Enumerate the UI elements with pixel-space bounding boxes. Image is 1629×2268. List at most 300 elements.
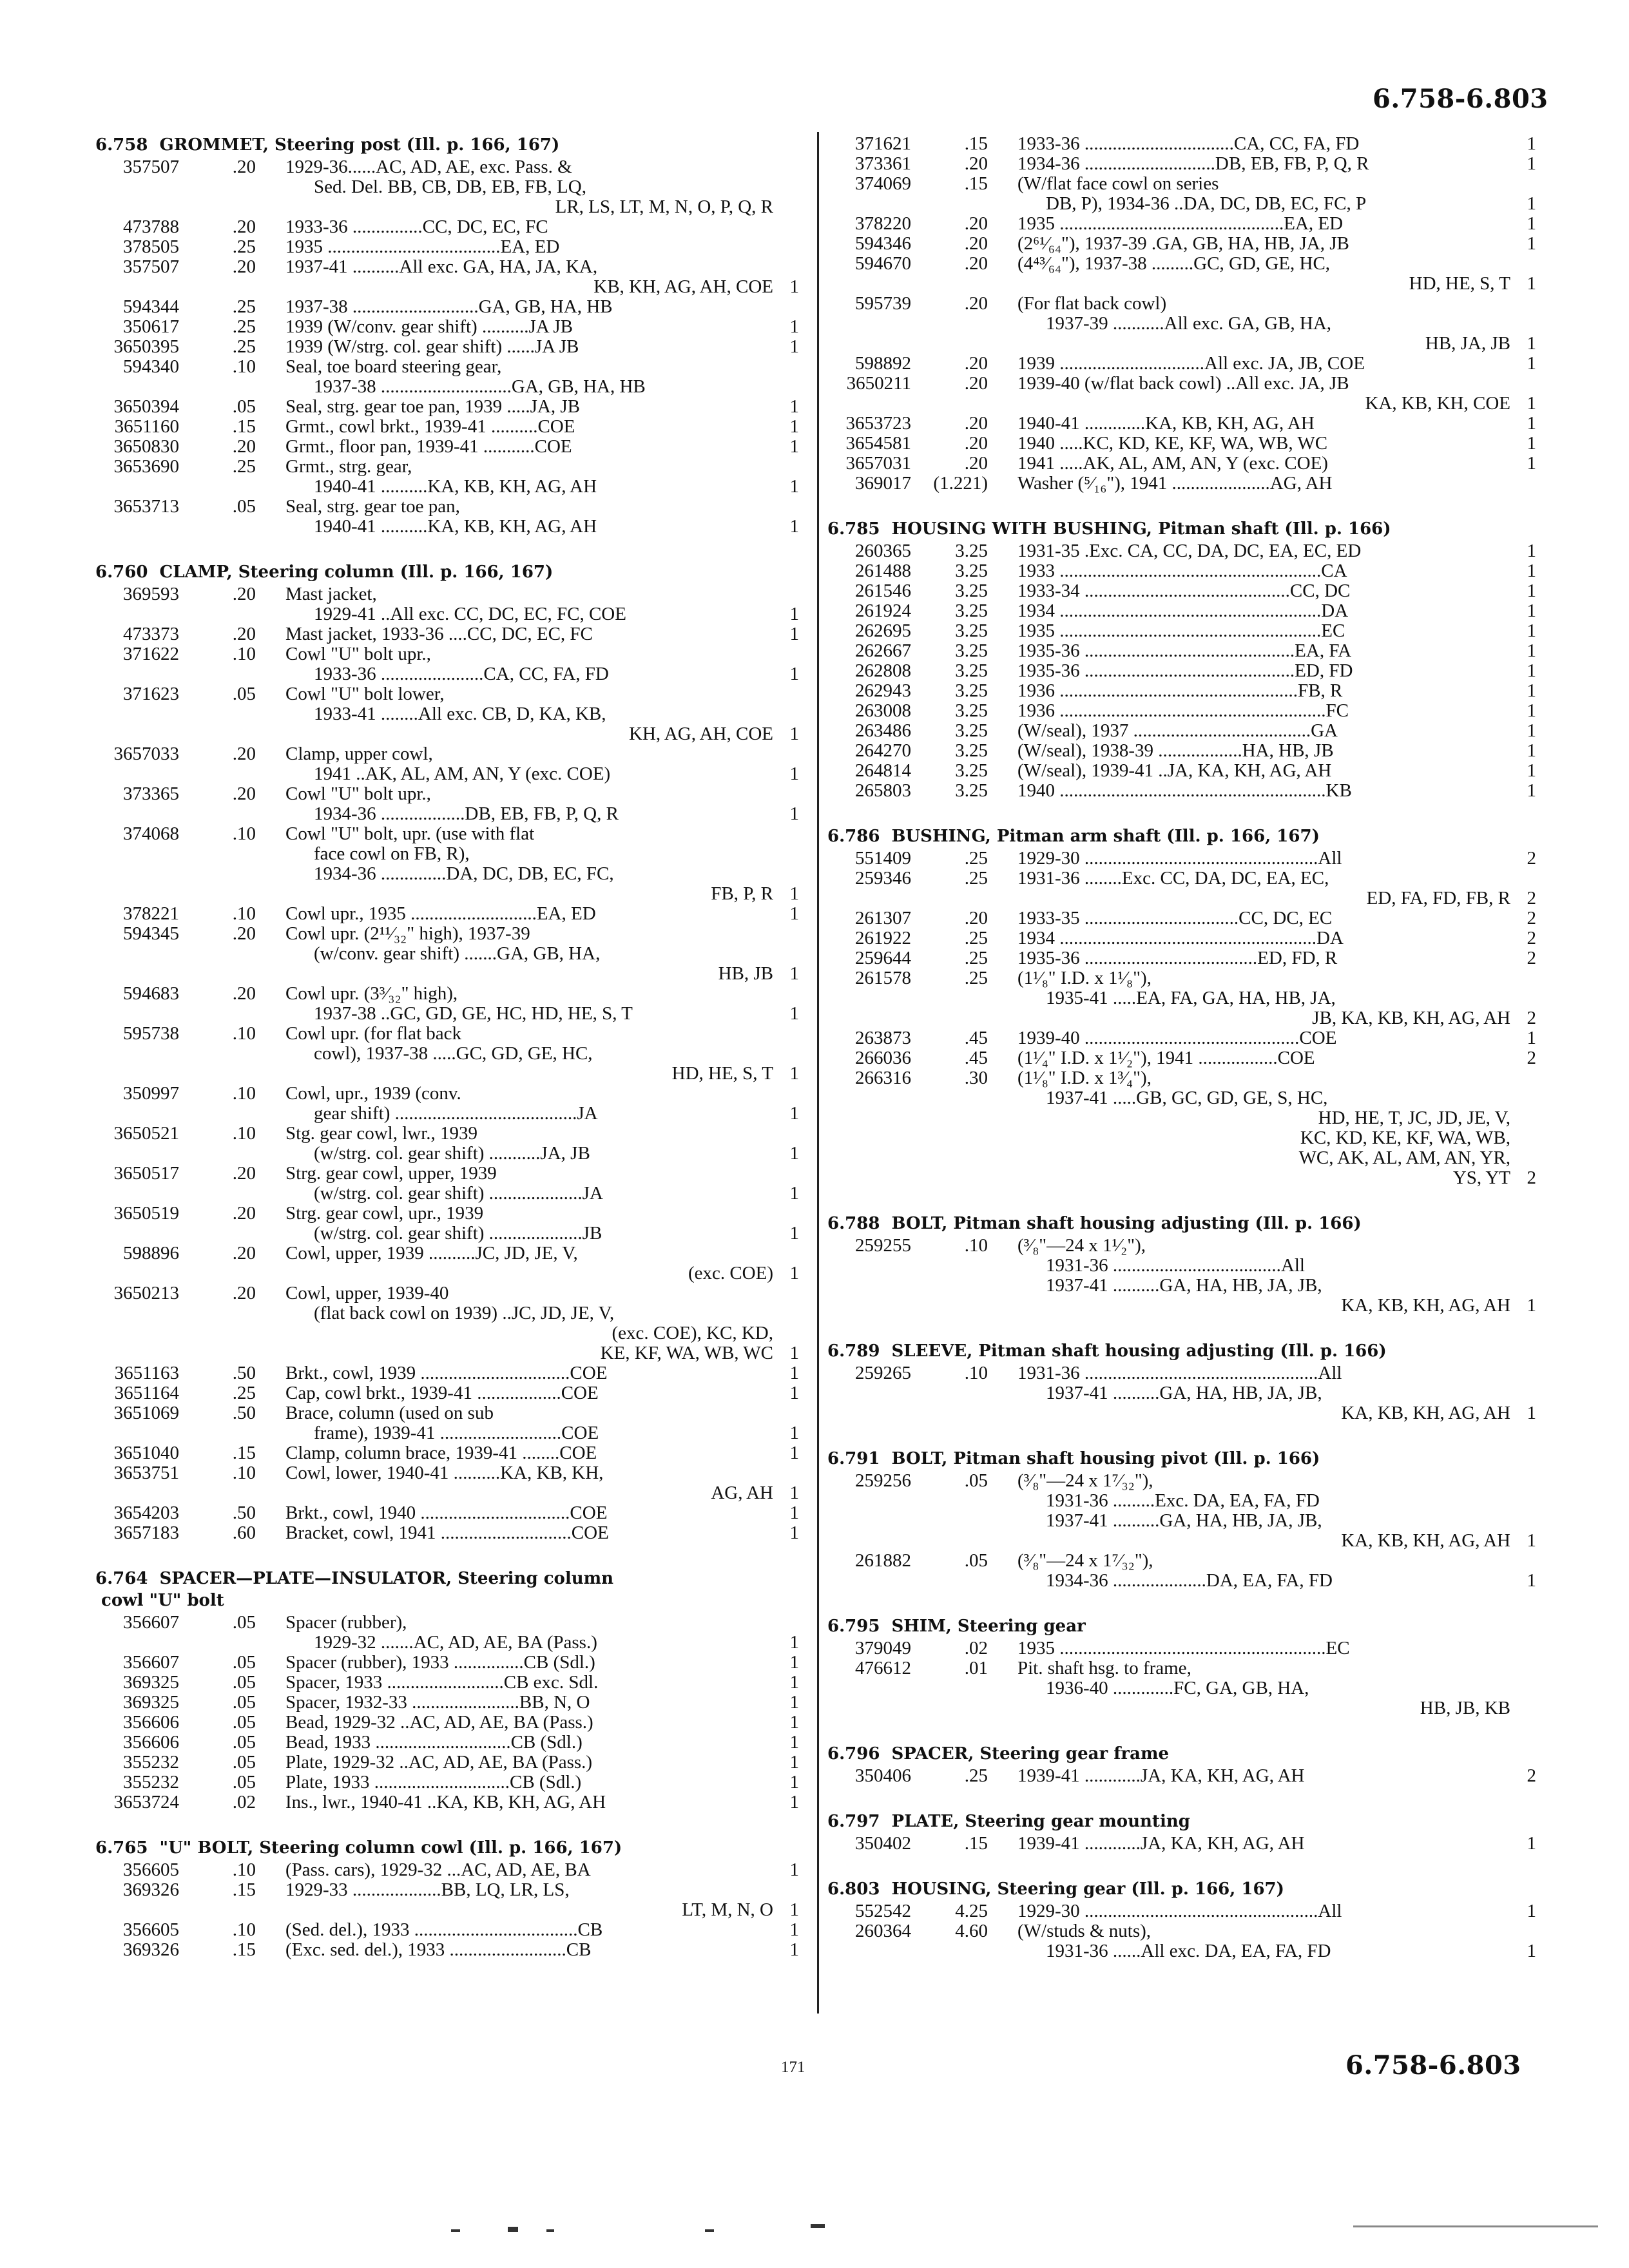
part-quantity: 1 [1527,333,1536,354]
part-price: .05 [232,1652,256,1673]
description-line: 1941 .....AK, AL, AM, AN, Y (exc. COE) [1017,453,1328,474]
part-quantity: 1 [1527,760,1536,781]
part-price: .25 [232,236,256,257]
part-entry [827,294,1536,354]
description-line: (2⁶¹⁄₆₄"), 1937-39 .GA, GB, HA, HB, JA, JB [1017,233,1349,254]
description-line: 1934 ........................................................DA [1017,601,1349,621]
part-quantity: 1 [789,1772,799,1792]
part-description [1011,1658,1510,1718]
part-entry [95,1653,799,1673]
part-quantity: 1 [1527,1941,1536,1961]
part-entry [827,454,1536,474]
part-quantity: 1 [789,1183,799,1204]
part-price: .25 [964,968,988,988]
description-line: Cowl "U" bolt upr., [285,783,431,804]
part-quantity: 1 [789,1223,799,1244]
part-description [1011,621,1510,641]
part-description [1011,968,1510,1028]
part-description [279,1403,773,1443]
part-description [1011,234,1510,254]
page-number: 171 [781,2059,805,2076]
description-line: (4⁴³⁄₆₄"), 1937-38 .........GC, GD, GE, HC, [1017,253,1331,274]
part-entry [95,1733,799,1753]
description-line: Sed. Del. BB, CB, DB, EB, FB, LQ, [314,177,586,197]
part-entry [827,474,1536,494]
part-description [279,1204,773,1244]
description-line: Bracket, cowl, 1941 ............................COE [285,1523,609,1543]
part-price: .10 [964,1363,988,1383]
section-heading: 6.760 CLAMP, Steering column (Ill. p. 166, 167) [95,562,554,582]
part-quantity: 1 [789,316,799,337]
catalog-section [827,134,1536,494]
part-entry [95,1753,799,1773]
part-quantity: 1 [1527,433,1536,454]
part-quantity: 1 [1527,413,1536,434]
part-description [279,1363,773,1383]
part-entry [95,157,799,217]
part-quantity: 2 [1527,908,1536,928]
catalog-section [95,561,799,1543]
part-number: 350617 [123,316,179,337]
part-quantity: 1 [1527,601,1536,621]
part-entry [827,1658,1536,1718]
part-number: 374068 [123,823,179,844]
part-entry [95,1503,799,1523]
description-line: Brkt., cowl, 1939 ................................COE [285,1363,608,1383]
part-quantity: 1 [789,624,799,644]
part-price: .20 [232,1283,256,1303]
part-price: .05 [232,684,256,704]
part-quantity: 1 [789,1732,799,1753]
part-entry [95,1773,799,1792]
part-entry [827,928,1536,948]
description-line: (³⁄₈"—24 x 1⁷⁄₃₂"), [1017,1470,1153,1491]
part-price: .60 [232,1523,256,1543]
part-number: 3650213 [113,1283,179,1303]
part-price: .20 [964,253,988,274]
part-price: .20 [232,157,256,177]
part-price: .45 [964,1028,988,1048]
part-entry [95,1363,799,1383]
part-description [279,1673,773,1693]
description-line: (Pass. cars), 1929-32 ...AC, AD, AE, BA [285,1860,591,1880]
part-price: (1.221) [933,473,988,494]
part-description [279,497,773,537]
scan-artifact [451,2229,460,2232]
part-quantity: 1 [789,336,799,357]
description-line: Cap, cowl brkt., 1939-41 ..................COE [285,1383,599,1403]
part-entry [827,1471,1536,1551]
part-quantity: 1 [789,1483,799,1503]
description-line: Bead, 1929-32 ..AC, AD, AE, BA (Pass.) [285,1712,593,1733]
part-quantity: 1 [1527,700,1536,721]
description-line: (1¹⁄₄" I.D. x 1¹⁄₂"), 1941 .................COE [1017,1048,1315,1068]
part-price: 3.25 [955,561,988,581]
part-price: .20 [964,908,988,928]
part-price: .15 [964,1833,988,1854]
description-line: (W/seal), 1937 ......................................GA [1017,720,1338,741]
part-price: .30 [964,1068,988,1088]
part-description [279,1164,773,1204]
part-entry [827,1236,1536,1316]
part-entry [827,601,1536,621]
part-price: .25 [964,848,988,869]
part-description [279,257,773,297]
part-number: 476612 [855,1658,911,1678]
part-description [1011,1236,1510,1316]
part-quantity: 1 [789,903,799,924]
description-line: 1935-41 .....EA, FA, GA, HA, HB, JA, [1046,988,1336,1008]
description-line: HB, JB, KB [1420,1698,1510,1718]
part-description [279,1383,773,1403]
part-entry [827,621,1536,641]
description-line: (w/strg. col. gear shift) ...........JA, JB [314,1143,590,1164]
part-price: 3.25 [955,541,988,561]
part-description [279,1940,773,1960]
part-entry [827,661,1536,681]
part-description [1011,414,1510,434]
part-number: 369325 [123,1672,179,1693]
part-entry [95,684,799,744]
part-quantity: 1 [789,963,799,984]
description-line: HB, JB [718,963,773,984]
part-entry [95,904,799,924]
description-line: 1936-40 .............FC, GA, GB, HA, [1046,1678,1309,1698]
description-line: DB, P), 1934-36 ..DA, DC, DB, EC, FC, P [1046,193,1367,214]
section-heading: 6.795 SHIM, Steering gear [827,1617,1086,1636]
part-number: 259255 [855,1235,911,1256]
part-quantity [773,297,799,317]
part-price: 3.25 [955,760,988,781]
part-quantity: 1 [1527,1570,1536,1591]
part-number: 594346 [855,233,911,254]
part-price: .10 [232,1860,256,1880]
part-number: 473373 [123,624,179,644]
part-price: .20 [232,436,256,457]
part-quantity: 1 [1527,1403,1536,1423]
part-description [279,824,773,904]
part-number: 371621 [855,133,911,154]
catalog-section [827,518,1536,801]
part-description [1011,174,1510,214]
description-line: 1933-36 ......................CA, CC, FA, FD [314,664,609,684]
part-description [1011,741,1510,761]
description-line: 1933-34 ............................................CC, DC [1017,581,1351,601]
part-description [1011,454,1510,474]
part-quantity: 1 [789,1692,799,1713]
part-quantity: 1 [789,1443,799,1463]
part-number: 355232 [123,1772,179,1792]
part-price: .25 [232,296,256,317]
part-description [279,784,773,824]
part-number: 259265 [855,1363,911,1383]
description-line: 1939 ...............................All exc. JA, JB, COE [1017,353,1365,374]
part-price: .20 [232,256,256,277]
part-description [279,1713,773,1733]
part-entry [95,1084,799,1124]
catalog-section [827,1340,1536,1423]
part-description [279,1124,773,1164]
part-quantity: 1 [789,664,799,684]
part-entry [95,644,799,684]
part-description [279,317,773,337]
part-entry [827,214,1536,234]
part-price: .02 [964,1638,988,1658]
part-description [279,1920,773,1940]
description-line: 1937-41 ..........GA, HA, HB, JA, JB, [1046,1383,1322,1403]
part-description [1011,354,1510,374]
part-number: 3657031 [845,453,911,474]
part-number: 266316 [855,1068,911,1088]
scan-artifact [508,2227,518,2232]
part-description [1011,254,1510,294]
part-quantity: 1 [1527,1901,1536,1921]
part-entry [827,1048,1536,1068]
description-line: (Exc. sed. del.), 1933 .........................CB [285,1939,592,1960]
part-number: 598892 [855,353,911,374]
description-line: 1941 ..AK, AL, AM, AN, Y (exc. COE) [314,764,611,784]
part-description [1011,561,1510,581]
description-line: 1937-39 ...........All exc. GA, GB, HA, [1046,313,1332,334]
part-entry [95,317,799,337]
description-line: 1936 .........................................................FC [1017,700,1349,721]
part-number: 378221 [123,903,179,924]
part-number: 594345 [123,923,179,944]
catalog-section [95,1568,799,1812]
part-number: 3651163 [114,1363,179,1383]
description-line: Spacer, 1933 .........................CB exc. Sdl. [285,1672,599,1693]
part-entry [95,624,799,644]
part-quantity [773,357,799,397]
description-line: FB, P, R [711,883,773,904]
catalog-section [827,1811,1536,1854]
part-entry [827,414,1536,434]
part-quantity [1510,1639,1536,1658]
part-entry [95,1860,799,1880]
description-line: KA, KB, KH, AG, AH [1341,1403,1510,1423]
description-line: Cowl "U" bolt upr., [285,644,431,664]
part-quantity: 2 [1527,1008,1536,1028]
part-number: 357507 [123,256,179,277]
part-price: .50 [232,1403,256,1423]
description-line: HD, HE, S, T [1409,273,1510,294]
part-number: 350997 [123,1083,179,1104]
part-quantity: 1 [789,1423,799,1443]
part-entry [827,741,1536,761]
part-quantity: 1 [789,1899,799,1920]
description-line: (W/studs & nuts), [1017,1921,1152,1941]
part-quantity: 2 [1527,848,1536,869]
part-quantity: 1 [789,1063,799,1084]
part-description [279,1860,773,1880]
part-price: .20 [964,293,988,314]
description-line: 1929-32 .......AC, AD, AE, BA (Pass.) [314,1632,597,1653]
part-entry [95,237,799,257]
part-quantity: 1 [1527,353,1536,374]
part-price: .20 [964,453,988,474]
part-number: 3651164 [114,1383,179,1403]
part-entry [95,584,799,624]
column-divider [817,132,819,2013]
part-description [279,237,773,257]
part-entry [95,1443,799,1463]
part-number: 598896 [123,1243,179,1264]
part-entry [95,457,799,497]
part-quantity [773,157,799,217]
part-description [1011,681,1510,701]
description-line: ED, FA, FD, FB, R [1366,888,1510,908]
part-entry [95,1164,799,1204]
part-number: 356607 [123,1652,179,1673]
catalog-section [95,134,799,537]
part-number: 369326 [123,1879,179,1900]
part-price: 3.25 [955,720,988,741]
part-description [279,644,773,684]
part-quantity: 1 [789,724,799,744]
description-line: Plate, 1929-32 ..AC, AD, AE, BA (Pass.) [285,1752,593,1773]
part-entry [827,234,1536,254]
description-line: 1929-41 ..All exc. CC, DC, EC, FC, COE [314,604,626,624]
description-line: 1940-41 .............KA, KB, KH, AG, AH [1017,413,1315,434]
part-entry [827,154,1536,174]
part-entry [827,174,1536,214]
part-quantity: 1 [1527,640,1536,661]
description-line: 1940-41 ..........KA, KB, KH, AG, AH [314,516,597,537]
description-line: 1935-36 .....................................ED, FD, R [1017,948,1338,968]
part-number: 3650395 [113,336,179,357]
part-description [1011,1834,1510,1854]
description-line: 1934-36 ....................DA, EA, FA, FD [1046,1570,1333,1591]
part-number: 264270 [855,740,911,761]
part-price: 3.25 [955,700,988,721]
section-heading: 6.797 PLATE, Steering gear mounting [827,1812,1190,1831]
part-description [1011,601,1510,621]
description-line: 1933-41 ........All exc. CB, D, KA, KB, [314,704,606,724]
part-price: .50 [232,1363,256,1383]
part-price: .05 [232,1732,256,1753]
part-entry [95,337,799,357]
catalog-section [95,1837,799,1960]
part-quantity: 1 [789,604,799,624]
catalog-section [827,1878,1536,1961]
description-line: 1937-38 ...........................GA, GB, HA, HB [285,296,613,317]
part-number: 3650211 [846,373,911,394]
part-entry [95,924,799,984]
part-number: 3651160 [114,416,179,437]
part-description [279,1613,773,1653]
part-description [279,457,773,497]
part-price: .05 [232,496,256,517]
part-description [279,984,773,1024]
catalog-section [827,825,1536,1188]
part-entry [827,1766,1536,1786]
part-number: 371623 [123,684,179,704]
description-line: 1937-38 ............................GA, GB, HA, HB [314,376,646,397]
description-line: Brace, column (used on sub [285,1403,494,1423]
part-number: 595738 [123,1023,179,1044]
description-line: KA, KB, KH, AG, AH [1341,1530,1510,1551]
part-entry [827,561,1536,581]
part-description [1011,1551,1510,1591]
left-column [95,134,799,1960]
part-number: 356605 [123,1860,179,1880]
part-description [279,1773,773,1792]
part-number: 3651040 [113,1443,179,1463]
part-quantity: 1 [789,1939,799,1960]
part-price: .50 [232,1503,256,1523]
part-number: 264814 [855,760,911,781]
description-line: Brkt., cowl, 1940 ................................COE [285,1503,608,1523]
part-number: 3653723 [845,413,911,434]
part-quantity: 1 [1527,720,1536,741]
part-description [1011,781,1510,801]
part-entry [95,1920,799,1940]
part-number: 3653713 [113,496,179,517]
description-line: 1937-41 ..........All exc. GA, HA, JA, KA, [285,256,598,277]
part-description [279,1024,773,1084]
part-number: 551409 [855,848,911,869]
description-line: 1935-36 .............................................ED, FD [1017,660,1353,681]
part-entry [827,134,1536,154]
part-number: 594340 [123,356,179,377]
part-number: 262943 [855,680,911,701]
part-price: .05 [232,1712,256,1733]
section-heading: 6.796 SPACER, Steering gear frame [827,1744,1170,1763]
description-line: 1939-40 (w/flat back cowl) ..All exc. JA, JB [1017,373,1349,394]
part-description [279,1693,773,1713]
part-number: 263873 [855,1028,911,1048]
description-line: LT, M, N, O [682,1899,773,1920]
description-line: Seal, strg. gear toe pan, 1939 .....JA, JB [285,396,580,417]
part-price: .05 [232,1772,256,1792]
part-quantity: 1 [789,276,799,297]
part-entry [827,1068,1536,1188]
part-price: .45 [964,1048,988,1068]
part-number: 369326 [123,1939,179,1960]
part-price: .20 [232,923,256,944]
part-number: 371622 [123,644,179,664]
part-entry [95,497,799,537]
description-line: YS, YT [1452,1168,1510,1188]
description-line: KE, KF, WA, WB, WC [600,1343,773,1363]
part-description [1011,541,1510,561]
description-line: Mast jacket, 1933-36 ....CC, DC, EC, FC [285,624,593,644]
part-description [279,1283,773,1363]
part-description [279,1084,773,1124]
part-number: 594344 [123,296,179,317]
part-description [279,904,773,924]
description-line: (1¹⁄₈" I.D. x 1¹⁄₈"), [1017,968,1152,988]
part-description [279,1880,773,1920]
description-line: (W/seal), 1939-41 ..JA, KA, KH, AG, AH [1017,760,1332,781]
description-line: HD, HE, S, T [671,1063,773,1084]
description-line: 1933-36 ...............CC, DC, EC, FC [285,216,548,237]
part-quantity: 1 [789,1672,799,1693]
part-entry [95,1383,799,1403]
part-quantity: 1 [1527,1028,1536,1048]
part-description [1011,1766,1510,1786]
description-line: (w/strg. col. gear shift) ....................JB [314,1223,602,1244]
part-quantity: 1 [1527,233,1536,254]
part-entry [827,1551,1536,1591]
part-quantity [773,237,799,257]
part-entry [827,948,1536,968]
description-line: 1933-36 ................................CA, CC, FA, FD [1017,133,1360,154]
part-entry [827,908,1536,928]
scan-artifact [811,2224,825,2228]
part-quantity: 2 [1527,948,1536,968]
part-entry [95,784,799,824]
